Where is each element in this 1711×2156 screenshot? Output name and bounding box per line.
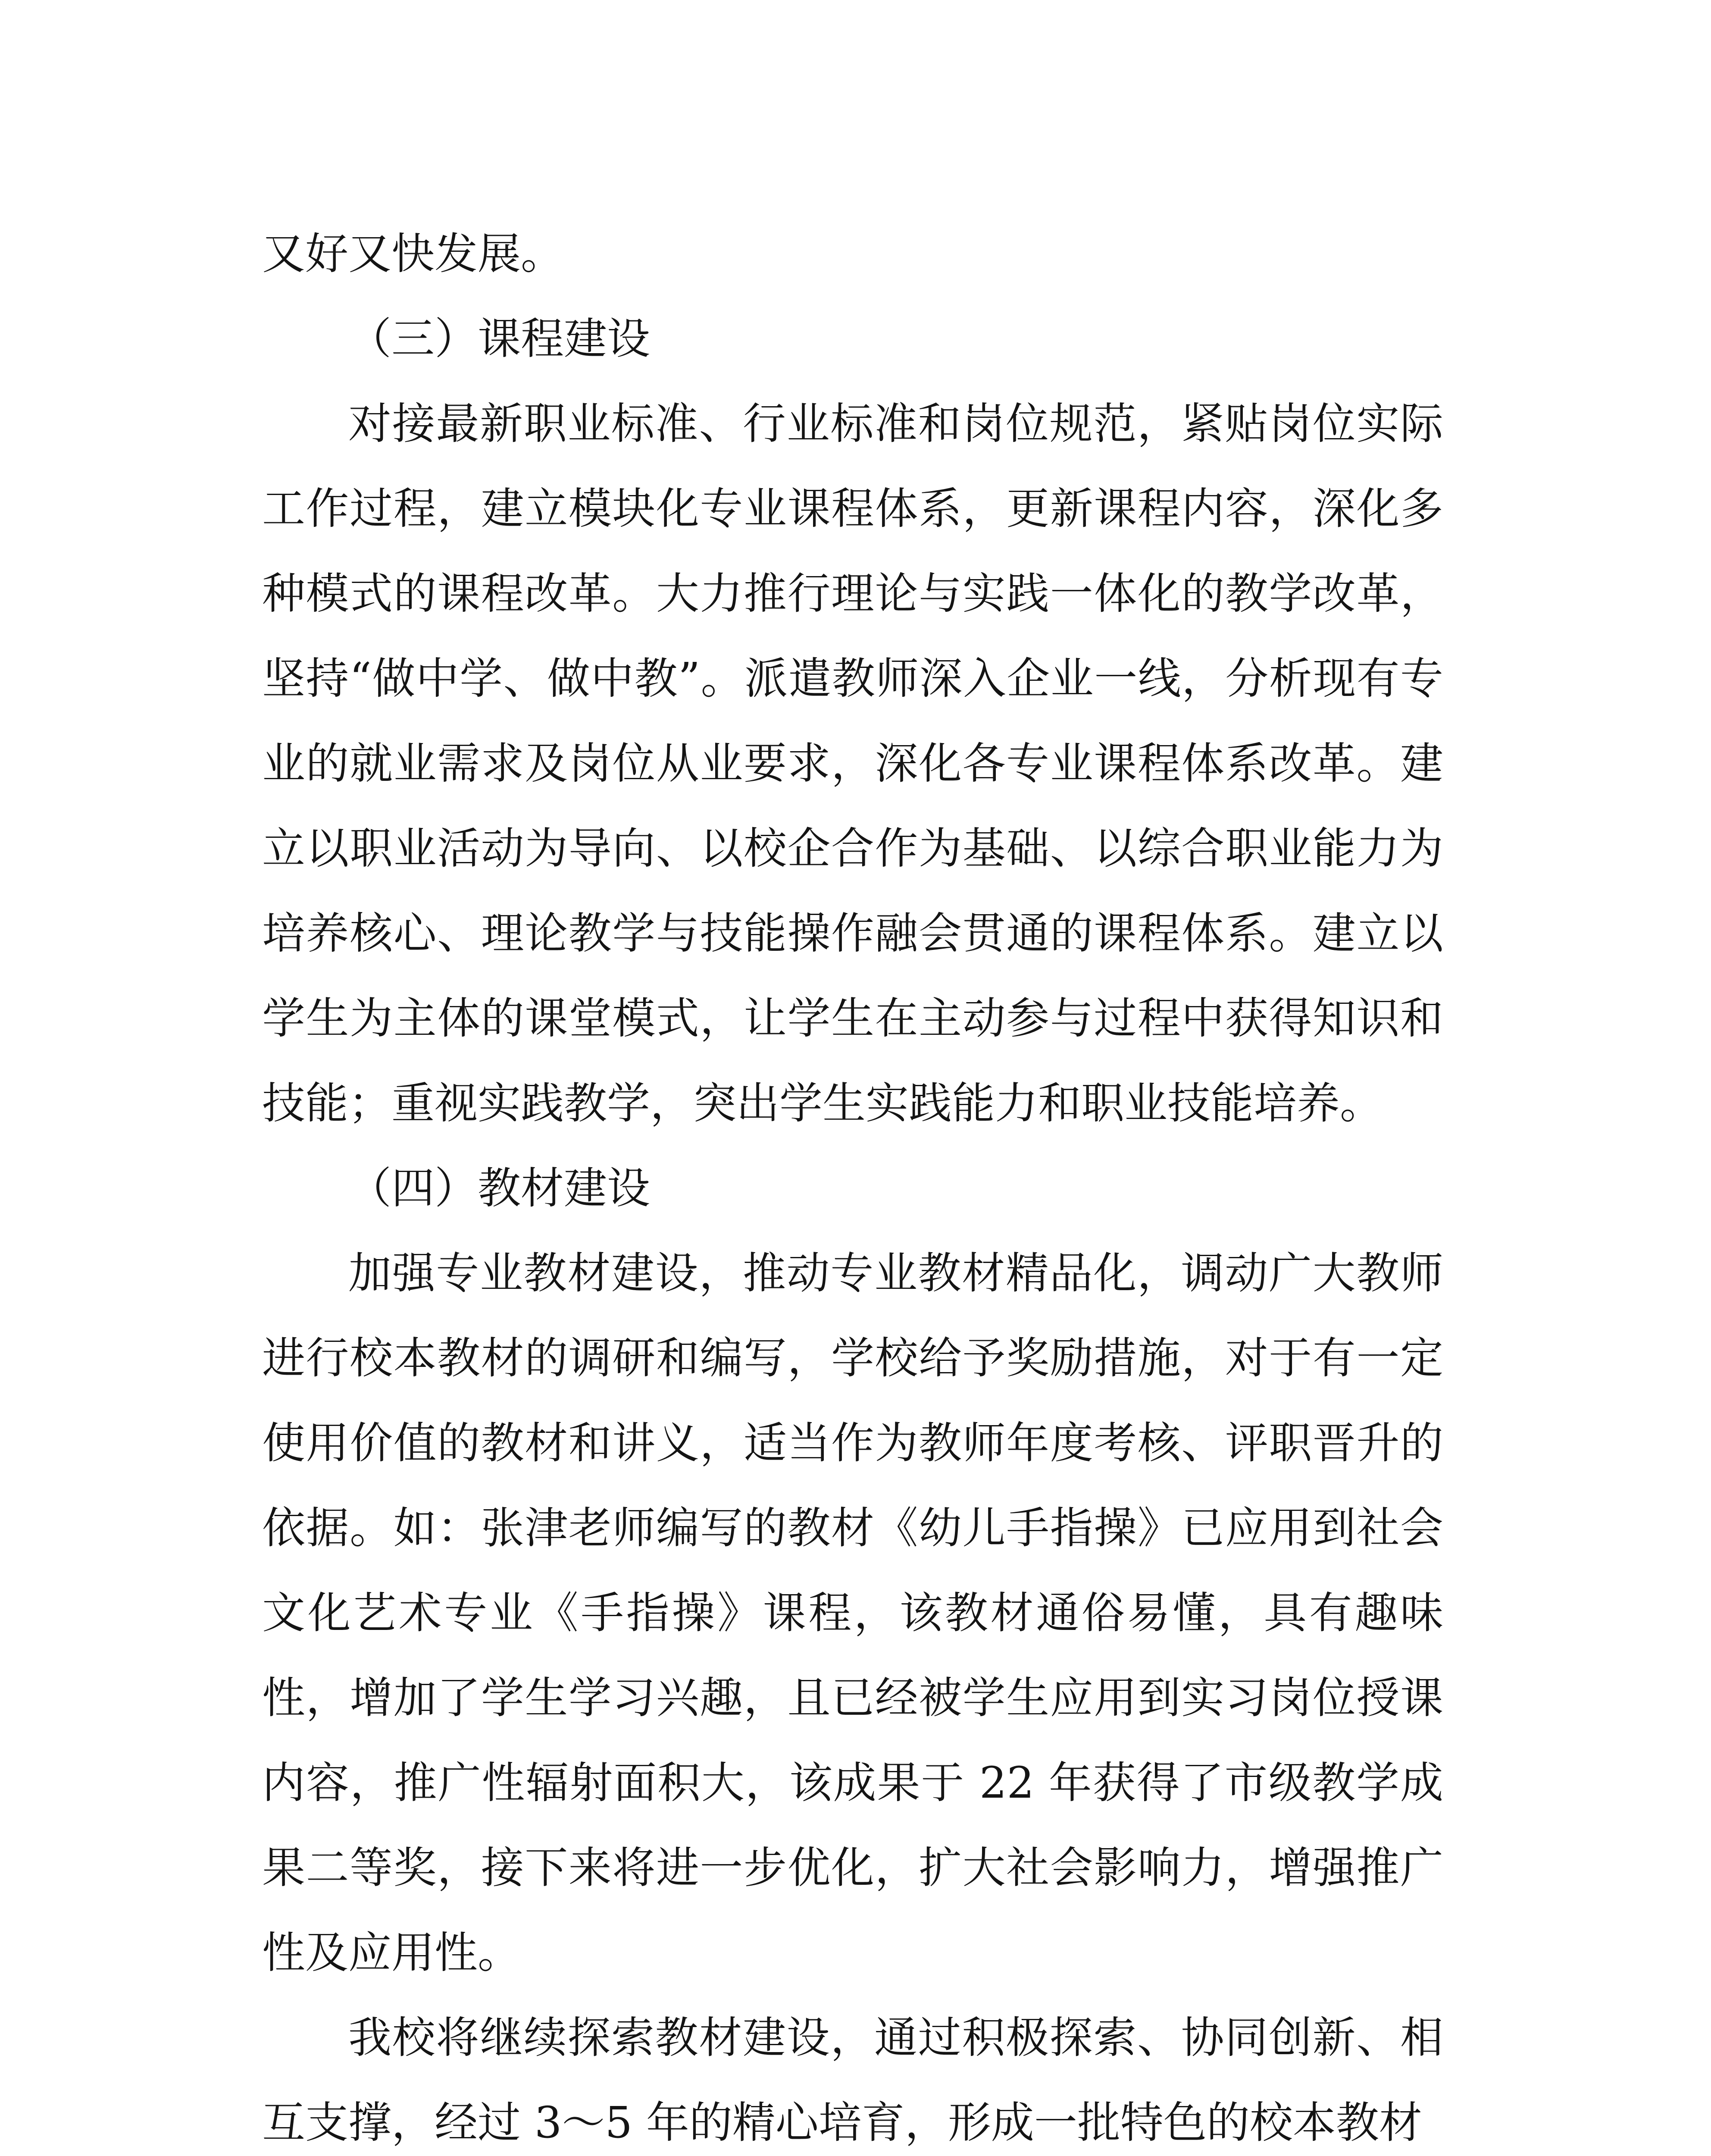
paragraph-textbook-construction: 加强专业教材建设，推动专业教材精品化，调动广大教师进行校本教材的调研和编写，学校给予奖励措施，对于有一定使用价值的教材和讲义，适当作为教师年度考核、评职晋升的依据。如：张津老师编写的教材《幼儿手指操》已应用到社会文化艺术专业《手指操》课程，该教材通俗易懂，具有趣味性，增加了学生学习兴趣，且已经被学生应用到实习岗位授课内容，推广性辐射面积大，该成果于 22 年获得了市级教学成果二等奖，接下来将进一步优化，扩大社会影响力，增强推广性及应用性。 (262, 1248, 1443, 1978)
paragraph-textbook-plan: 我校将继续探索教材建设，通过积极探索、协同创新、相互支撑，经过 3～5 年的精心培育，形成一批特色的校本教材 (262, 2012, 1443, 2148)
document-body (262, 211, 1443, 2156)
paragraph-continued: 又好又快发展。 (262, 229, 564, 279)
paragraph-course-construction: 对接最新职业标准、行业标准和岗位规范，紧贴岗位实际工作过程，建立模块化专业课程体系，更新课程内容，深化多种模式的课程改革。大力推行理论与实践一体化的教学改革，坚持“做中学、做中教”。派遣教师深入企业一线，分析现有专业的就业需求及岗位从业要求，深化各专业课程体系改革。建立以职业活动为导向、以校企合作为基础、以综合职业能力为培养核心、理论教学与技能操作融会贯通的课程体系。建立以学生为主体的课堂模式，让学生在主动参与过程中获得知识和技能；重视实践教学，突出学生实践能力和职业技能培养。 (262, 398, 1443, 1128)
section-heading-course-construction: （三）课程建设 (348, 313, 650, 364)
section-heading-textbook-construction: （四）教材建设 (348, 1163, 650, 1213)
